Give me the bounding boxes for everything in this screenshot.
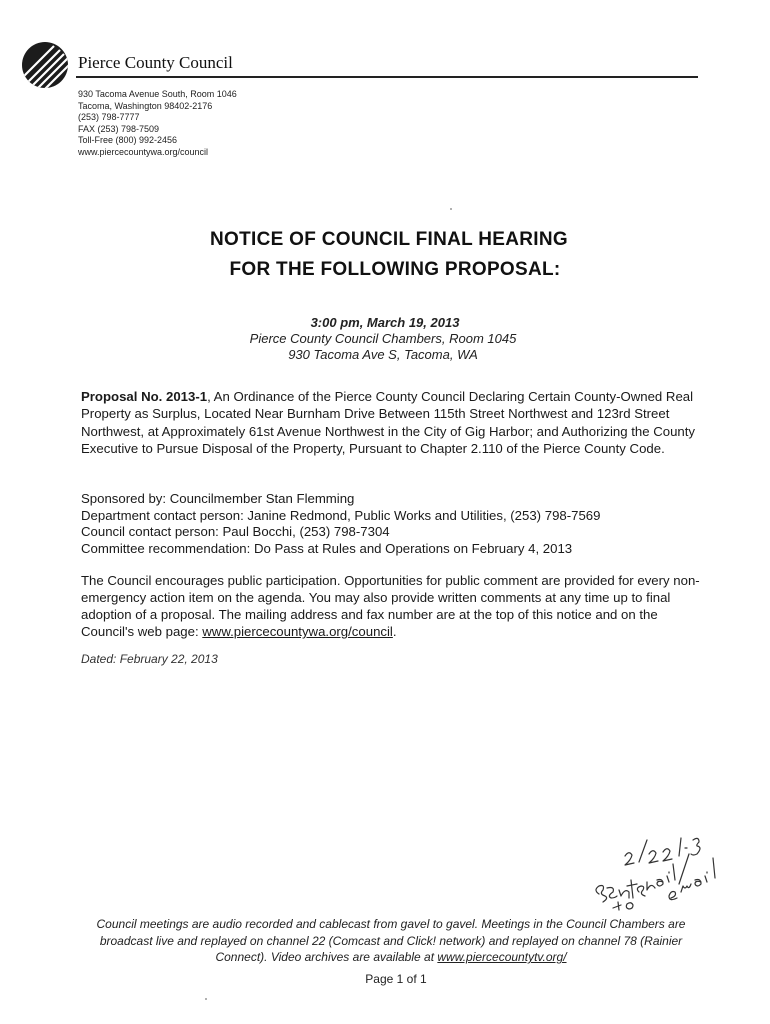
proposal-number: Proposal No. 2013-1 [81, 389, 208, 404]
participation-text: The Council encourages public participation. Opportunities for public comment are provided for every non-emergency action item on the agenda. You may also provide written comments at any time up to final adoption of a proposal. The mailing address and fax number are at the top of this notice and on the Council's web page: [81, 573, 700, 639]
pierce-county-logo-icon [20, 40, 70, 90]
scan-speck [450, 208, 452, 210]
handwritten-note [585, 818, 725, 918]
phone-line: (253) 798-7777 [78, 112, 140, 123]
footer-text: Council meetings are audio recorded and cablecast from gavel to gavel. Meetings in the Council Chambers are broadcast live and replayed on channel 22 (Comcast and Click! network) and replayed on channel 78 (Rainier Connect). Video archives are available at [96, 917, 686, 965]
dated-line: Dated: February 22, 2013 [81, 652, 218, 666]
meeting-time: 3:00 pm, March 19, 2013 [310, 315, 460, 330]
council-contact-line: Council contact person: Paul Bocchi, (253) 798-7304 [81, 524, 390, 540]
notice-title-line-2: FOR THE FOLLOWING PROPOSAL: [229, 259, 561, 280]
fax-line: FAX (253) 798-7509 [78, 123, 160, 134]
committee-recommendation-line: Committee recommendation: Do Pass at Rules and Operations on February 4, 2013 [81, 540, 573, 556]
org-name: Pierce County Council [78, 53, 233, 72]
department-contact-line: Department contact person: Janine Redmond, Public Works and Utilities, (253) 798-7569 [81, 507, 601, 523]
sponsor-line: Sponsored by: Councilmember Stan Flemming [81, 491, 355, 506]
page-number-text: Page 1 of 1 [365, 972, 427, 986]
scan-speck [205, 998, 207, 1000]
proposal-text: , An Ordinance of the Pierce County Council Declaring Certain County-Owned Real Property as Surplus, Located Near Burnham Drive Between 115th Street Northwest and 123rd Street Northwest, at Approximately 61st Avenue Northwest in the City of Gig Harbor; and Authorizing the County Executive to Pursue Disposal of the Property, Pursuant to Chapter 2.110 of the Pierce County Code. [81, 389, 696, 457]
notice-title-line-1: NOTICE OF COUNCIL FINAL HEARING [210, 229, 568, 250]
header-divider [76, 76, 698, 78]
address-line: 930 Tacoma Avenue South, Room 1046 [78, 89, 237, 99]
participation-end: . [392, 624, 397, 639]
proposal-paragraph [81, 388, 701, 458]
council-web-link[interactable]: www.piercecountywa.org/council [202, 624, 393, 639]
address-line: Tacoma, Washington 98402-2176 [78, 100, 213, 111]
tv-archive-link[interactable]: www.piercecountytv.org/ [437, 950, 567, 965]
website-line: www.piercecountywa.org/council [78, 146, 209, 157]
page-number [0, 972, 770, 986]
footer-note [78, 916, 704, 966]
meeting-place: Pierce County Council Chambers, Room 1045 [249, 331, 517, 346]
meeting-address: 930 Tacoma Ave S, Tacoma, WA [288, 347, 478, 362]
address-block [78, 89, 237, 159]
contacts-block [81, 491, 600, 557]
participation-paragraph [81, 572, 701, 640]
toll-free-line: Toll-Free (800) 992-2456 [78, 135, 178, 146]
